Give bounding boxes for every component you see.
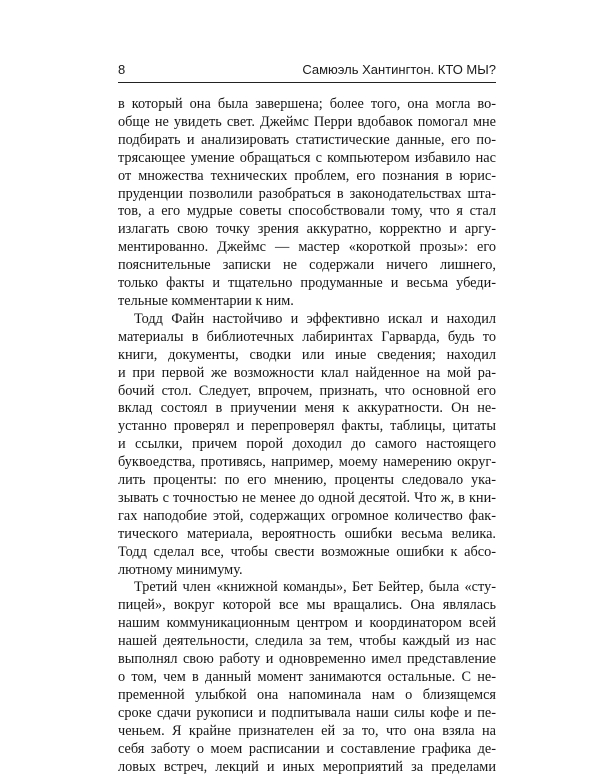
text-line: Тодд Файн настойчиво и эффективно искал и находил <box>134 310 496 327</box>
text-line: книги, документы, сводки или иные сведения; находил <box>118 346 496 363</box>
text-line: тельные комментарии к ним. <box>118 292 294 309</box>
text-line: выполнял свою работу и одновременно имел представление <box>118 651 496 668</box>
text-line: ментированно. Джеймс — мастер «короткой прозы»: его <box>118 239 496 256</box>
text-line: устанно проверял и перепроверял факты, таблицы, цитаты <box>118 418 496 435</box>
text-line: вклад состоял в приучении меня к аккуратности. Он не- <box>118 400 496 417</box>
text-line: ченьем. Я крайне признателен ей за то, что она взяла на <box>118 722 496 739</box>
text-line: материалы в библиотечных лабиринтах Гарварда, будь то <box>118 328 496 345</box>
text-line: только факты и тщательно продуманные и весьма убеди- <box>118 275 496 292</box>
text-line: подбирать и анализировать статистические данные, его по- <box>118 131 496 148</box>
header-rule <box>118 82 496 83</box>
text-line: бочий стол. Следует, впрочем, признать, что основной его <box>118 382 496 399</box>
text-line: буквоедства, противясь, например, моему намерению округ- <box>118 454 496 471</box>
text-line: Тодд сделал все, чтобы свести возможные ошибки к абсо- <box>118 543 496 560</box>
text-line: пицей», вокруг которой все мы вращались. Она являлась <box>118 597 496 614</box>
text-line: от множества технических проблем, его познания в юрис- <box>118 167 496 184</box>
text-line: нашей деятельности, следила за тем, чтобы каждый из нас <box>118 633 496 650</box>
text-line: гах наподобие этой, содержащих огромное количество фак- <box>118 507 496 524</box>
paragraph <box>118 579 496 776</box>
body-text <box>118 96 496 776</box>
text-line: и при первой же возможности клал найденное на мой ра- <box>118 364 496 381</box>
paragraph <box>118 96 496 311</box>
text-line: пременной улыбкой она напоминала нам о близящемся <box>118 686 496 703</box>
page-header <box>118 62 496 82</box>
text-line: ловых встреч, лекций и иных мероприятий за пределами <box>118 758 496 775</box>
text-line: тического материала, вероятность ошибки весьма велика. <box>118 525 496 542</box>
text-line: Третий член «книжной команды», Бет Бейтер, была «сту- <box>134 579 496 596</box>
text-line: обще не увидеть свет. Джеймс Перри вдобавок помогал мне <box>118 113 496 130</box>
page-number: 8 <box>118 62 126 77</box>
text-line: пояснительные записки не содержали ничего лишнего, <box>118 257 496 274</box>
text-line: и ссылки, причем порой доходил до самого настоящего <box>118 436 496 453</box>
text-line: излагать свою точку зрения аккуратно, корректно и аргу- <box>118 221 496 238</box>
text-line: тов, а его мудрые советы способствовали тому, что я стал <box>118 203 496 220</box>
text-line: нашим коммуникационным центром и координатором всей <box>118 615 496 632</box>
text-line: о том, чем в данный момент занимаются остальные. С не- <box>118 669 496 685</box>
running-title: Самюэль Хантингтон. КТО МЫ? <box>302 62 496 77</box>
text-line: себя заботу о моем расписании и составление графика де- <box>118 740 496 757</box>
text-line: трясающее умение обращаться с компьютером избавило нас <box>118 149 496 166</box>
paragraph <box>118 311 496 580</box>
text-line: сроке сдачи рукописи и подпитывала наши силы кофе и пе- <box>118 704 496 721</box>
text-line: зывать с точностью не менее до одной десятой. Что ж, в кни- <box>118 489 496 506</box>
text-line: лить проценты: по его мнению, проценты следовало ука- <box>118 472 496 489</box>
text-line: в который она была завершена; более того, она могла во- <box>118 96 496 112</box>
text-line: пруденции позволили разобраться в законодательствах шта- <box>118 185 496 202</box>
text-line: лютному минимуму. <box>118 561 243 578</box>
